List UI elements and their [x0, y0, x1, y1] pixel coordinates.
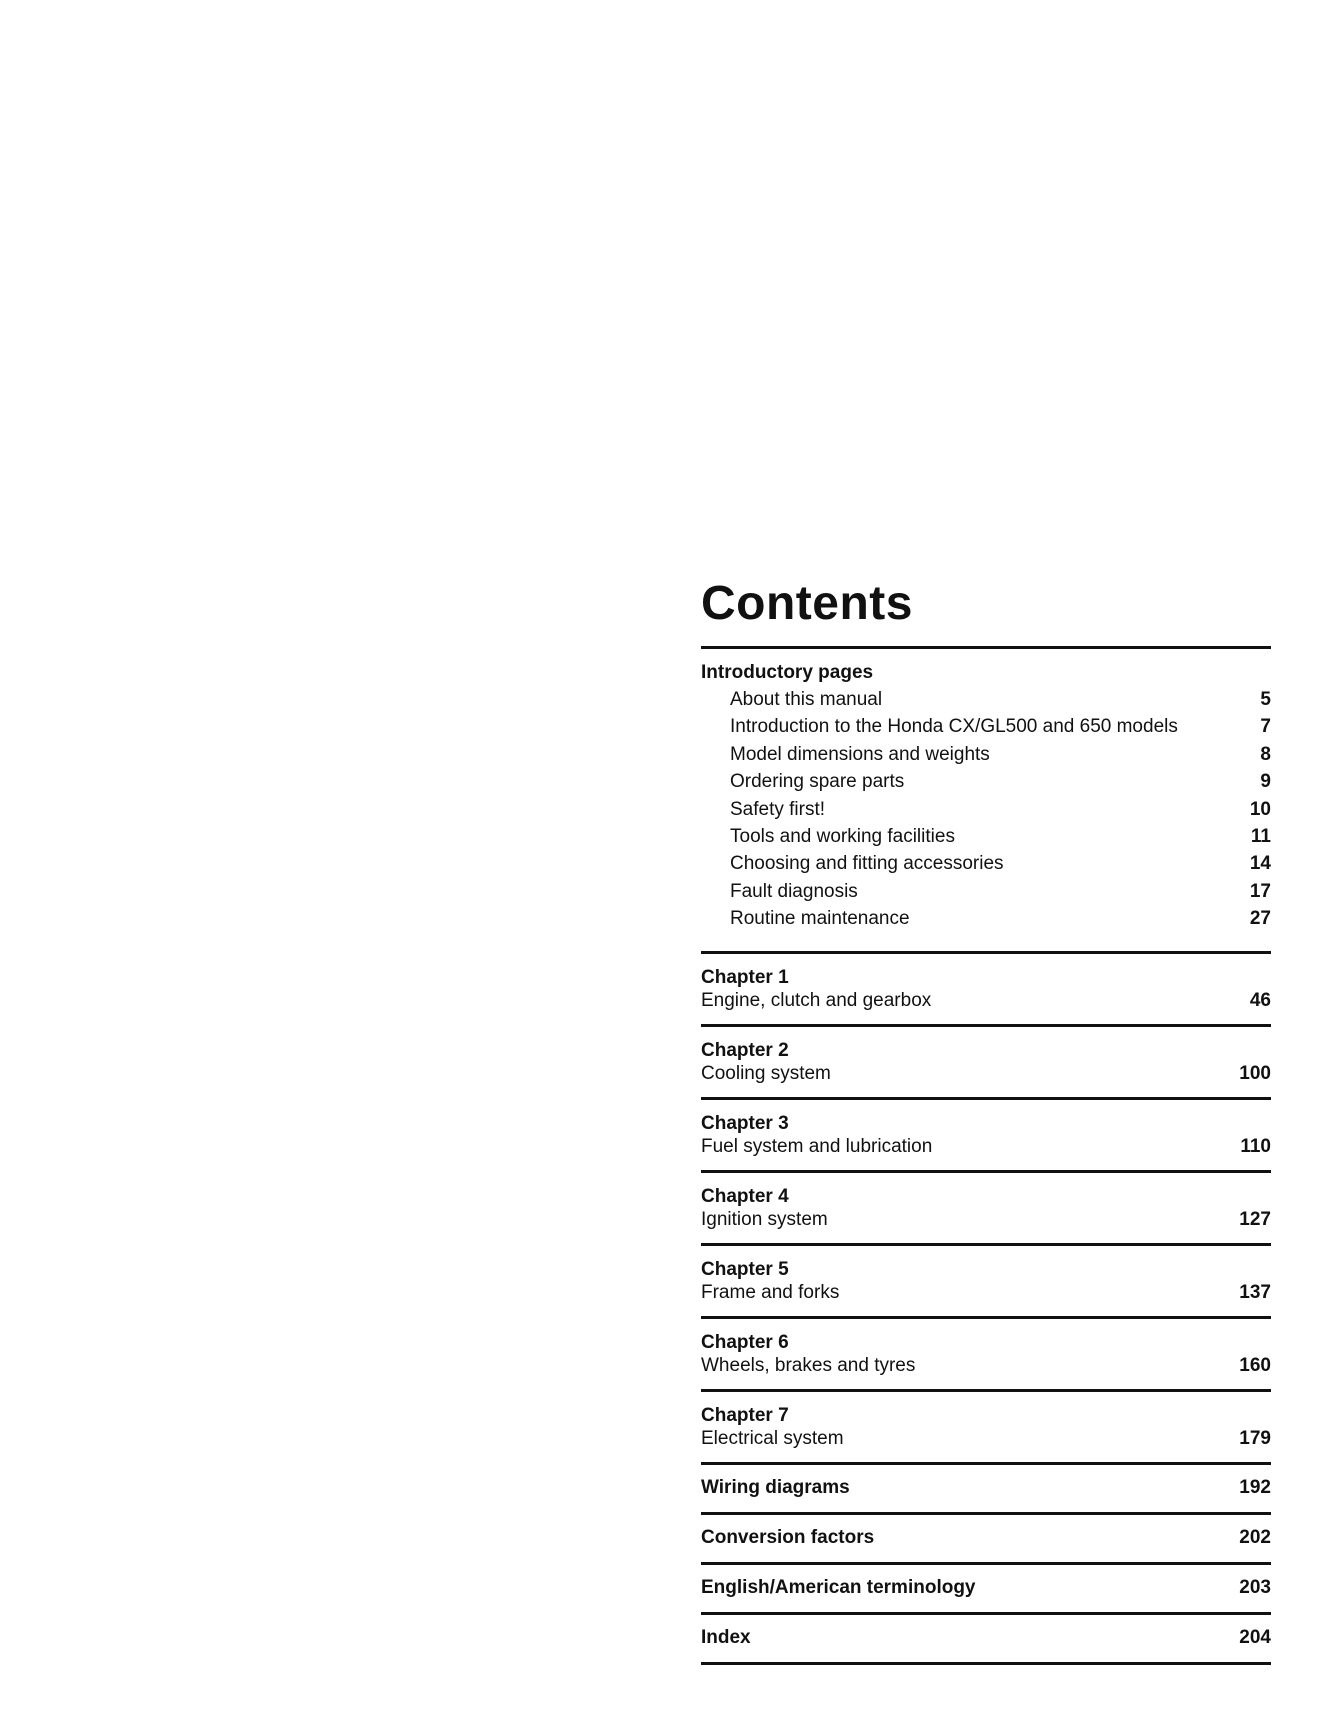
entry-label: Ordering spare parts: [730, 771, 905, 793]
page-title: Contents: [701, 577, 913, 630]
chapter-entry[interactable]: [701, 1319, 1271, 1389]
toc-entry[interactable]: [701, 796, 1271, 823]
appendix-entry[interactable]: [701, 1465, 1271, 1512]
page-number: 8: [1260, 743, 1271, 765]
chapter-title: Cooling system: [701, 1062, 831, 1084]
entry-label: Fault diagnosis: [730, 880, 858, 902]
toc-entry[interactable]: [701, 905, 1271, 932]
chapter-title: Engine, clutch and gearbox: [701, 989, 932, 1011]
chapter-title: Wheels, brakes and tyres: [701, 1354, 916, 1376]
entry-label: English/American terminology: [701, 1577, 976, 1599]
toc-entry[interactable]: [701, 741, 1271, 768]
page-number: 5: [1260, 689, 1271, 710]
page-number: 110: [1240, 1135, 1271, 1157]
page-number: 17: [1249, 880, 1271, 902]
table-of-contents: [701, 575, 1271, 1665]
page-number: 192: [1239, 1477, 1271, 1499]
page-number: 46: [1249, 989, 1271, 1011]
toc-entry[interactable]: [701, 878, 1271, 905]
chapter-entry[interactable]: [701, 1246, 1271, 1316]
page-number: 203: [1239, 1577, 1271, 1599]
entry-label: About this manual: [730, 689, 883, 710]
chapter-label: Chapter 2: [701, 1039, 789, 1061]
chapter-label: Chapter 5: [701, 1258, 789, 1280]
appendix-entry[interactable]: [701, 1565, 1271, 1612]
entry-label: Safety first!: [730, 798, 826, 820]
entry-label: Introduction to the Honda CX/GL500 and 650 models: [730, 716, 1178, 738]
appendix-entry[interactable]: [701, 1515, 1271, 1562]
page-number: 179: [1239, 1427, 1271, 1449]
entry-label: Index: [701, 1627, 751, 1649]
entry-label: Routine maintenance: [730, 908, 910, 930]
toc-entry[interactable]: [701, 850, 1271, 877]
entry-label: Model dimensions and weights: [730, 743, 990, 765]
toc-entry[interactable]: [701, 686, 1271, 713]
section-heading: Introductory pages: [701, 662, 874, 683]
chapter-entry[interactable]: [701, 1100, 1271, 1170]
page-number: 137: [1239, 1281, 1271, 1303]
divider: [701, 1662, 1271, 1665]
page-number: 11: [1250, 826, 1271, 848]
chapter-title: Electrical system: [701, 1427, 844, 1449]
entry-label: Choosing and fitting accessories: [730, 853, 1004, 875]
chapter-label: Chapter 7: [701, 1404, 789, 1426]
entry-label: Wiring diagrams: [701, 1477, 850, 1499]
chapter-label: Chapter 4: [701, 1185, 789, 1207]
page-number: 14: [1249, 853, 1271, 875]
chapter-entry[interactable]: [701, 1027, 1271, 1097]
chapter-entry[interactable]: [701, 1173, 1271, 1243]
chapter-title: Ignition system: [701, 1208, 828, 1230]
page-number: 9: [1260, 771, 1271, 793]
page-number: 204: [1239, 1627, 1271, 1649]
page-number: 100: [1239, 1062, 1271, 1084]
chapter-entry[interactable]: [701, 954, 1271, 1024]
toc-entry[interactable]: [701, 768, 1271, 795]
page-number: 202: [1239, 1527, 1271, 1549]
entry-label: Tools and working facilities: [730, 826, 955, 848]
page-number: 127: [1239, 1208, 1271, 1230]
page-number: 7: [1260, 716, 1271, 738]
chapter-label: Chapter 3: [701, 1112, 789, 1134]
page-number: 27: [1249, 908, 1271, 930]
chapter-label: Chapter 6: [701, 1331, 789, 1353]
page-number: 160: [1239, 1354, 1271, 1376]
toc-entry[interactable]: [701, 823, 1271, 850]
toc-entry[interactable]: [701, 713, 1271, 740]
entry-label: Conversion factors: [701, 1527, 875, 1549]
page-number: 10: [1249, 798, 1271, 820]
chapter-label: Chapter 1: [701, 966, 789, 988]
chapter-title: Fuel system and lubrication: [701, 1135, 933, 1157]
introductory-section: [701, 649, 1271, 951]
appendix-entry[interactable]: [701, 1615, 1271, 1662]
chapter-title: Frame and forks: [701, 1281, 840, 1303]
chapter-entry[interactable]: [701, 1392, 1271, 1462]
